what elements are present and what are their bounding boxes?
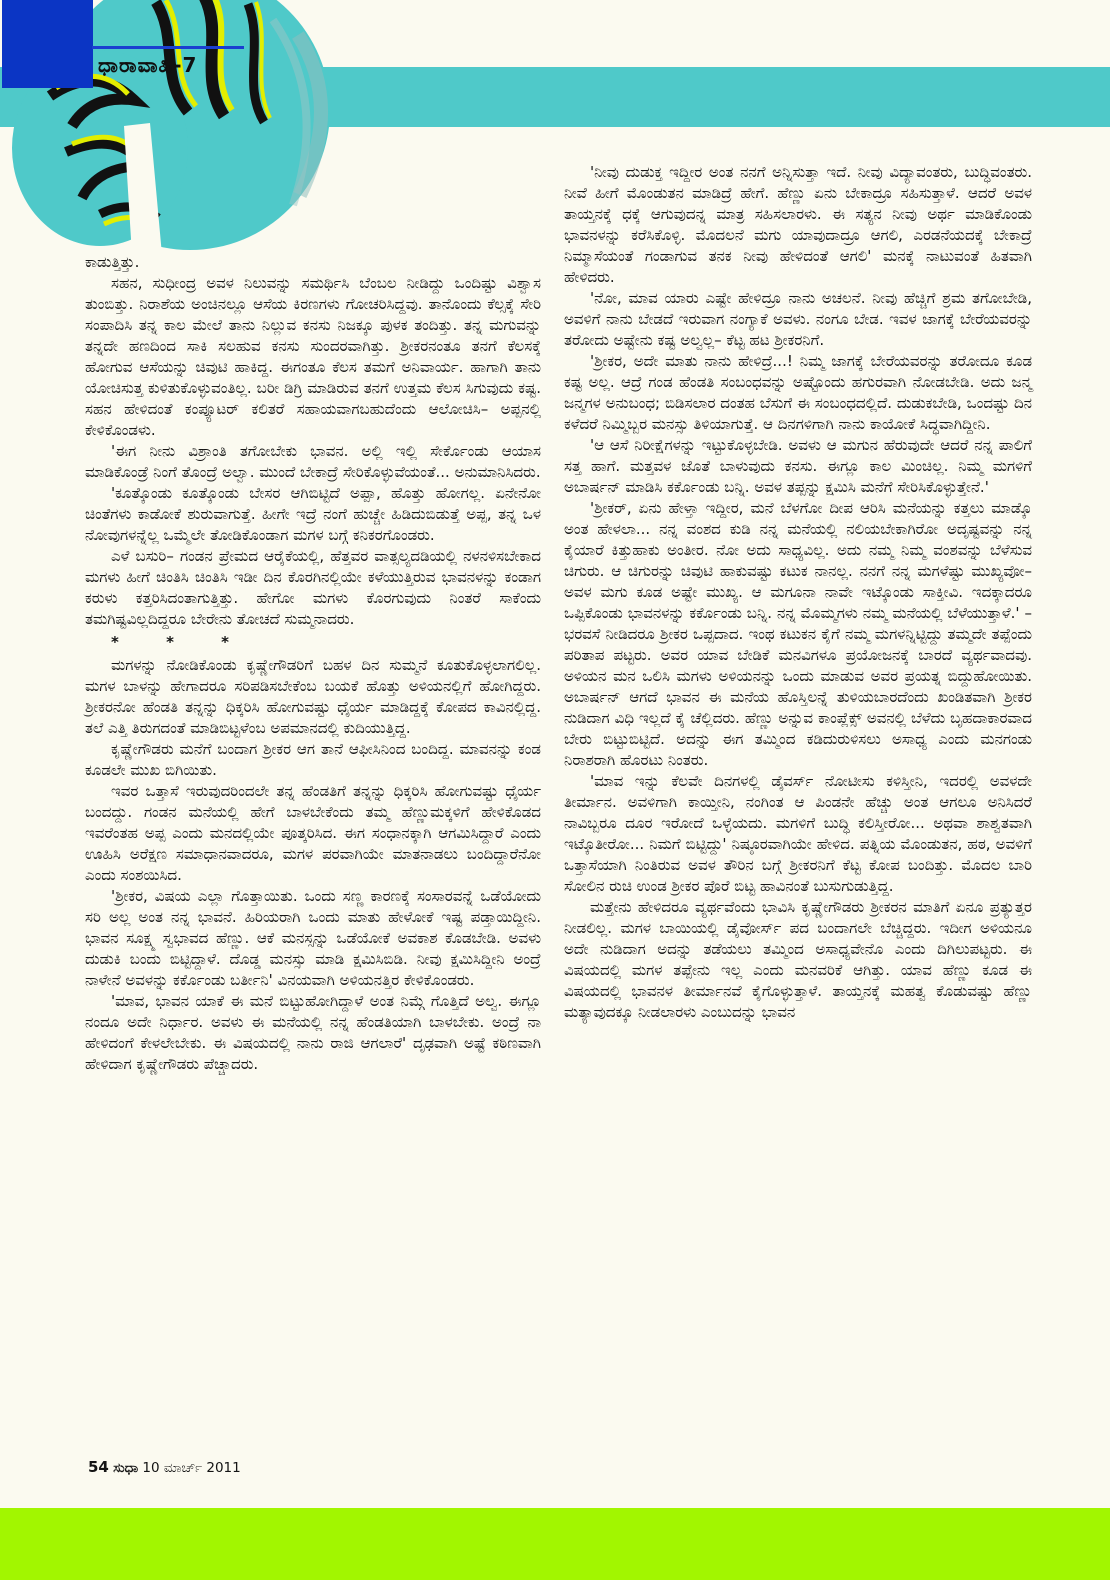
issue-date: 10 ಮಾರ್ಚ್ 2011: [142, 1460, 241, 1476]
story-paragraph: ಮತ್ತೇನು ಹೇಳಿದರೂ ವ್ಯರ್ಥವೆಂದು ಭಾವಿಸಿ ಕೃಷ್ಣೇಗೌಡರು ಶ್ರೀಕರನ ಮಾತಿಗೆ ಏನೂ ಪ್ರತ್ಯುತ್ತರ ನೀಡಲಿಲ್ಲ. ಮಗಳ ಬಾಯಿಯಲ್ಲಿ ಡೈವೋರ್ಸ್ ಪದ ಬಂದಾಗಲೇ ಬೆಚ್ಚಿದ್ದರು. ಇದೀಗ ಅಳಿಯನೂ ಅದೇ ನುಡಿದಾಗ ಅದನ್ನು ತಡೆಯಲು ತಮ್ಮಿಂದ ಅಸಾಧ್ಯವೇನೊ ಎಂದು ದಿಗಿಲುಪಟ್ಟರು. ಈ ವಿಷಯದಲ್ಲಿ ಮಗಳ ತಪ್ಪೇನು ಇಲ್ಲ ಎಂದು ಮನವರಿಕೆ ಆಗಿತ್ತು. ಯಾವ ಹೆಣ್ಣು ಕೂಡ ಈ ವಿಷಯದಲ್ಲಿ ಭಾವನಳ ತೀರ್ಮಾನವೆ ಕೈಗೊಳ್ಳುತ್ತಾಳೆ. ತಾಯ್ತನಕ್ಕೆ ಮಹತ್ವ ಕೊಡುವಷ್ಟು ಹೆಣ್ಣು ಮತ್ಯಾವುದಕ್ಕೂ ನೀಡಲಾರಳು ಎಂಬುದನ್ನು ಭಾವನ: [564, 898, 1032, 1021]
page-number: 54: [88, 1458, 109, 1476]
story-paragraph: ಸಹನ, ಸುಧೀಂದ್ರ ಅವಳ ನಿಲುವನ್ನು ಸಮರ್ಥಿಸಿ ಬೆಂಬಲ ನೀಡಿದ್ದು ಒಂದಿಷ್ಟು ವಿಶ್ವಾಸ ತುಂಬಿತ್ತು. ನಿರಾಶೆಯ ಅಂಚಿನಲ್ಲೂ ಆಸೆಯ ಕಿರಣಗಳು ಗೋಚರಿಸಿದ್ದವು. ತಾನೊಂದು ಕೆಲ್ಸಕ್ಕೆ ಸೇರಿ ಸಂಪಾದಿಸಿ ತನ್ನ ಕಾಲ ಮೇಲೆ ತಾನು ನಿಲ್ಲುವ ಕನಸು ನಿಜಕ್ಕೂ ಪುಳಕ ತಂದಿತ್ತು. ತನ್ನ ಮಗುವನ್ನು ತನ್ನದೇ ಹಣದಿಂದ ಸಾಕಿ ಸಲಹುವ ಕನಸು ಸುಂದರವಾಗಿತ್ತು. ಶ್ರೀಕರನಂತೂ ತನಗೆ ಕೆಲಸಕ್ಕೆ ಹೋಗುವ ಆಸೆಯನ್ನು ಚಿವುಟಿ ಹಾಕಿದ್ದ. ಈಗಂತೂ ಕೆಲಸ ತಮಗೆ ಅನಿವಾರ್ಯ. ಹಾಗಾಗಿ ತಾನು ಯೋಚಿಸುತ್ತ ಕುಳಿತುಕೊಳ್ಳುವಂತಿಲ್ಲ. ಬರೀ ಡಿಗ್ರಿ ಮಾಡಿರುವ ತನಗೆ ಉತ್ತಮ ಕೆಲಸ ಸಿಗುವುದು ಕಷ್ಟ. ಸಹನ ಹೇಳಿದಂತೆ ಕಂಪ್ಯೂಟರ್ ಕಲಿತರೆ ಸಹಾಯವಾಗಬಹುದೆಂದು ಆಲೋಚಿಸಿ– ಅಪ್ಪನಲ್ಲಿ ಕೇಳಿಕೊಂಡಳು.: [85, 274, 541, 439]
story-paragraph: 'ಆ ಆಸೆ ನಿರೀಕ್ಷೆಗಳನ್ನು ಇಟ್ಟುಕೊಳ್ಳಬೇಡಿ. ಅವಳು ಆ ಮಗುನ ಹೆರುವುದೇ ಆದರೆ ನನ್ನ ಪಾಲಿಗೆ ಸತ್ತ ಹಾಗೆ. ಮತ್ತವಳ ಜೊತೆ ಬಾಳುವುದು ಕನಸು. ಈಗ್ಲೂ ಕಾಲ ಮಿಂಚಿಲ್ಲ. ನಿಮ್ಮ ಮಗಳಿಗೆ ಅಬಾರ್ಷನ್ ಮಾಡಿಸಿ ಕರ್ಕೊಂಡು ಬನ್ನಿ. ಅವಳ ತಪ್ಪನ್ನು ಕ್ಷಮಿಸಿ ಮನೆಗೆ ಸೇರಿಸಿಕೊಳ್ಳುತ್ತೇನೆ.': [564, 436, 1032, 496]
story-paragraph: 'ಈಗ ನೀನು ವಿಶ್ರಾಂತಿ ತಗೋಬೇಕು ಭಾವನ. ಅಲ್ಲಿ ಇಲ್ಲಿ ಸೇರ್ಕೊಂಡು ಆಯಾಸ ಮಾಡಿಕೊಂಡ್ರೆ ನಿಂಗೆ ತೊಂದ್ರೆ ಅಲ್ವಾ. ಮುಂದೆ ಬೇಕಾದ್ರೆ ಸೇರಿಕೊಳ್ಳುವೆಯಂತೆ... ಅನುಮಾನಿಸಿದರು.: [85, 442, 541, 481]
magazine-name: ಸುಧಾ: [113, 1460, 139, 1476]
section-separator: * * *: [111, 633, 231, 651]
right-column: [564, 162, 1032, 1023]
page-footer: [88, 1458, 241, 1476]
story-paragraph: 'ನೋ, ಮಾವ ಯಾರು ಎಷ್ಟೇ ಹೇಳಿದ್ರೂ ನಾನು ಅಚಲನೆ. ನೀವು ಹೆಚ್ಚಿಗೆ ಶ್ರಮ ತಗೋಬೇಡಿ, ಅವಳಿಗೆ ನಾನು ಬೇಡದೆ ಇರುವಾಗ ನಂಗ್ಯಾಕೆ ಅವಳು. ನಂಗೂ ಬೇಡ. ಇವಳ ಜಾಗಕ್ಕೆ ಬೇರೆಯವರನ್ನು ತರೋದು ಅಷ್ಟೇನು ಕಷ್ಟ ಅಲ್ವಲ್ಲ– ಕೆಟ್ಟ ಹಟ ಶ್ರೀಕರನಿಗೆ.: [564, 289, 1032, 349]
story-paragraph: 'ಮಾವ ಇನ್ನು ಕೆಲವೇ ದಿನಗಳಲ್ಲಿ ಡೈವರ್ಸ್ ನೋಟೀಸು ಕಳಿಸ್ತೀನಿ, ಇದರಲ್ಲಿ ಅವಳದೇ ತೀರ್ಮಾನ. ಅವಳಿಗಾಗಿ ಕಾಯ್ತೀನಿ, ನಂಗಿಂತ ಆ ಪಿಂಡನೇ ಹೆಚ್ಚು ಅಂತ ಆಗಲೂ ಅನಿಸಿದರೆ ನಾವಿಬ್ಬರೂ ದೂರ ಇರೋದೆ ಒಳ್ಳೆಯದು. ಮಗಳಿಗೆ ಬುದ್ಧಿ ಕಲಿಸ್ತೀರೋ... ಅಥವಾ ಶಾಶ್ವತವಾಗಿ ಇಟ್ಕೊತೀರೋ... ನಿಮಗೆ ಬಿಟ್ಟಿದ್ದು' ನಿಷ್ಠೂರವಾಗಿಯೇ ಹೇಳಿದ. ಪತ್ನಿಯ ಮೊಂಡುತನ, ಹಠ, ಅವಳಿಗೆ ಒತ್ತಾಸೆಯಾಗಿ ನಿಂತಿರುವ ಅವಳ ತೌರಿನ ಬಗ್ಗೆ ಶ್ರೀಕರನಿಗೆ ಕೆಟ್ಟ ಕೋಪ ಬಂದಿತ್ತು. ಮೊದಲ ಬಾರಿ ಸೋಲಿನ ರುಚಿ ಉಂಡ ಶ್ರೀಕರ ಪೊರೆ ಬಿಟ್ಟ ಹಾವಿನಂತೆ ಬುಸುಗುಡುತ್ತಿದ್ದ.: [564, 772, 1032, 895]
story-paragraph: 'ಕೂತ್ಕೊಂಡು ಕೂತ್ಕೊಂಡು ಬೇಸರ ಆಗಿಬಿಟ್ಟಿದೆ ಅಪ್ಪಾ, ಹೊತ್ತು ಹೋಗಲ್ಲ. ಏನೇನೋ ಚಿಂತೆಗಳು ಕಾಡೋಕೆ ಶುರುವಾಗುತ್ತೆ. ಹೀಗೇ ಇದ್ರೆ ನಂಗೆ ಹುಚ್ಚೇ ಹಿಡಿದುಬಿಡುತ್ತೆ ಅಪ್ಪ, ತನ್ನ ಒಳ ನೋವುಗಳನ್ನೆಲ್ಲ ಒಮ್ಮೆಲೇ ತೋಡಿಕೊಂಡಾಗ ಮಗಳ ಬಗ್ಗೆ ಕನಿಕರಗೊಂಡರು.: [85, 484, 541, 544]
story-paragraph: ಮಗಳನ್ನು ನೋಡಿಕೊಂಡು ಕೃಷ್ಣೇಗೌಡರಿಗೆ ಬಹಳ ದಿನ ಸುಮ್ಮನೆ ಕೂತುಕೊಳ್ಳಲಾಗಲಿಲ್ಲ. ಮಗಳ ಬಾಳನ್ನು ಹೇಗಾದರೂ ಸರಿಪಡಿಸಬೇಕೆಂಬ ಬಯಕೆ ಹೊತ್ತು ಅಳಿಯನಲ್ಲಿಗೆ ಹೋಗಿದ್ದರು. ಶ್ರೀಕರನೋ ಹೆಂಡತಿ ತನ್ನನ್ನು ಧಿಕ್ಕರಿಸಿ ಹೋಗುವಷ್ಟು ಧೈರ್ಯ ಮಾಡಿದ್ದಕ್ಕೆ ಕೋಪದ ಕಾವಿನಲ್ಲಿದ್ದ. ತಲೆ ಎತ್ತಿ ತಿರುಗದಂತೆ ಮಾಡಿಬಿಟ್ಟಳೆಂಬ ಅಪಮಾನದಲ್ಲಿ ಕುದಿಯುತ್ತಿದ್ದ.: [85, 656, 541, 737]
header-rule-line: [92, 46, 244, 49]
story-paragraph: 'ಶ್ರೀಕರ್, ಏನು ಹೇಳ್ತಾ ಇದ್ದೀರ, ಮನೆ ಬೆಳಗೋ ದೀಪ ಆರಿಸಿ ಮನೆಯನ್ನು ಕತ್ತಲು ಮಾಡ್ಕೊ ಅಂತ ಹೇಳಲಾ... ನನ್ನ ವಂಶದ ಕುಡಿ ನನ್ನ ಮನೆಯಲ್ಲಿ ನಲಿಯಬೇಕಾಗಿರೋ ಅದೃಷ್ಟವನ್ನು ನನ್ನ ಕೈಯಾರೆ ಕಿತ್ತುಹಾಕು ಅಂತೀರ. ನೋ ಅದು ಸಾಧ್ಯವಿಲ್ಲ. ಅದು ನಮ್ಮ ನಿಮ್ಮ ವಂಶವನ್ನು ಬೆಳೆಸುವ ಚಿಗುರು. ಆ ಚಿಗುರನ್ನು ಚಿವುಟಿ ಹಾಕುವಷ್ಟು ಕಟುಕ ನಾನಲ್ಲ. ನನಗೆ ನನ್ನ ಮಗಳೆಷ್ಟು ಮುಖ್ಯವೋ– ಅವಳ ಮಗು ಕೂಡ ಅಷ್ಟೇ ಮುಖ್ಯ. ಆ ಮಗೂನಾ ನಾವೇ ಇಟ್ಕೊಂಡು ಸಾಕ್ತೀವಿ. ಇದಕ್ಕಾದರೂ ಒಪ್ಪಿಕೊಂಡು ಭಾವನಳನ್ನು ಕರ್ಕೊಂಡು ಬನ್ನಿ. ನನ್ನ ಮೊಮ್ಮಗಳು ನಮ್ಮ ಮನೆಯಲ್ಲಿ ಬೆಳೆಯುತ್ತಾಳೆ.' –ಭರವಸೆ ನೀಡಿದರೂ ಶ್ರೀಕರ ಒಪ್ಪದಾದ. ಇಂಥ ಕಟುಕನ ಕೈಗೆ ನಮ್ಮ ಮಗಳನ್ನಿಟ್ಟಿದ್ದು ತಮ್ಮದೇ ತಪ್ಪೆಂದು ಪರಿತಾಪ ಪಟ್ಟರು. ಅವರ ಯಾವ ಬೇಡಿಕೆ ಮನವಿಗಳೂ ಪ್ರಯೋಜನಕ್ಕೆ ಬಾರದೆ ವ್ಯರ್ಥವಾದವು. ಅಳಿಯನ ಮನ ಒಲಿಸಿ ಮಗಳು ಅಳಿಯನನ್ನು ಒಂದು ಮಾಡುವ ಅವರ ಪ್ರಯತ್ನ ಬಿದ್ದುಹೋಯಿತು. ಅಬಾರ್ಷನ್ ಆಗದೆ ಭಾವನ ಈ ಮನೆಯ ಹೊಸ್ತಿಲನ್ನೆ ತುಳಿಯಬಾರದೆಂದು ಖಂಡಿತವಾಗಿ ಶ್ರೀಕರ ನುಡಿದಾಗ ವಿಧಿ ಇಲ್ಲದೆ ಕೈ ಚೆಲ್ಲಿದರು. ಹೆಣ್ಣು ಅನ್ನುವ ಕಾಂಪ್ಲೆಕ್ಸ್ ಅವನಲ್ಲಿ ಬೆಳೆದು ಬೃಹದಾಕಾರವಾದ ಬೇರು ಬಿಟ್ಟುಬಿಟ್ಟಿದೆ. ಅದನ್ನು ಈಗ ತಮ್ಮಿಂದ ಕಡಿದುರುಳಿಸಲು ಅಸಾಧ್ಯ ಎಂದು ಮನಗಂಡು ನಿರಾಶರಾಗಿ ಹೊರಟು ನಿಂತರು.: [564, 499, 1032, 769]
story-paragraph: 'ನೀವು ದುಡುಕ್ತ ಇದ್ದೀರ ಅಂತ ನನಗೆ ಅನ್ನಿಸುತ್ತಾ ಇದೆ. ನೀವು ವಿದ್ಯಾವಂತರು, ಬುದ್ಧಿವಂತರು. ನೀವೆ ಹೀಗೆ ಮೊಂಡುತನ ಮಾಡಿದ್ರೆ ಹೇಗೆ. ಹೆಣ್ಣು ಏನು ಬೇಕಾದ್ರೂ ಸಹಿಸುತ್ತಾಳೆ. ಆದರೆ ಅವಳ ತಾಯ್ತನಕ್ಕೆ ಧಕ್ಕೆ ಆಗುವುದನ್ನ ಮಾತ್ರ ಸಹಿಸಲಾರಳು. ಈ ಸತ್ಯನ ನೀವು ಅರ್ಥ ಮಾಡಿಕೊಂಡು ಭಾವನಳನ್ನು ಕರೆಸಿಕೊಳ್ಳಿ. ಮೊದಲನೆ ಮಗು ಯಾವುದಾದ್ರೂ ಆಗಲಿ, ಎರಡನೆಯದಕ್ಕೆ ಬೇಕಾದ್ರೆ ನಿಮ್ಮಾಸೆಯಂತೆ ಗಂಡಾಗುವ ತನಕ ನೀವು ಹೇಳಿದಂತೆ ಆಗಲಿ' ಮನಕ್ಕೆ ನಾಟುವಂತೆ ಹಿತವಾಗಿ ಹೇಳಿದರು.: [564, 163, 1032, 286]
story-paragraph: 'ಮಾವ, ಭಾವನ ಯಾಕೆ ಈ ಮನೆ ಬಿಟ್ಟುಹೋಗಿದ್ದಾಳೆ ಅಂತ ನಿಮ್ಗೆ ಗೊತ್ತಿದೆ ಅಲ್ವ. ಈಗ್ಲೂ ನಂದೂ ಅದೇ ನಿರ್ಧಾರ. ಅವಳು ಈ ಮನೆಯಲ್ಲಿ ನನ್ನ ಹೆಂಡತಿಯಾಗಿ ಬಾಳಬೇಕು. ಅಂದ್ರೆ ನಾ ಹೇಳಿದಂಗೆ ಕೇಳಲೇಬೇಕು. ಈ ವಿಷಯದಲ್ಲಿ ನಾನು ರಾಜಿ ಆಗಲಾರೆ' ದೃಢವಾಗಿ ಅಷ್ಟೆ ಕಠಿಣವಾಗಿ ಹೇಳಿದಾಗ ಕೃಷ್ಣೇಗೌಡರು ಪೆಚ್ಚಾದರು.: [85, 992, 541, 1073]
story-paragraph: ಎಳೆ ಬಸುರಿ– ಗಂಡನ ಪ್ರೇಮದ ಆರೈಕೆಯಲ್ಲಿ, ಹೆತ್ತವರ ವಾತ್ಸಲ್ಯದಡಿಯಲ್ಲಿ ನಳನಳಿಸಬೇಕಾದ ಮಗಳು ಹೀಗೆ ಚಿಂತಿಸಿ ಚಿಂತಿಸಿ ಇಡೀ ದಿನ ಕೊರಗಿನಲ್ಲಿಯೇ ಕಳೆಯುತ್ತಿರುವ ಭಾವನಳನ್ನು ಕಂಡಾಗ ಕರುಳು ಕತ್ತರಿಸಿದಂತಾಗುತ್ತಿತ್ತು. ಹೇಗೋ ಮಗಳು ಕೊರಗುವುದು ನಿಂತರೆ ಸಾಕೆಂದು ತಮಗಿಷ್ಟವಿಲ್ಲದಿದ್ದರೂ ಬೇರೇನು ತೋಚದೆ ಸುಮ್ಮನಾದರು.: [85, 547, 541, 628]
story-paragraph: ಕಾಡುತ್ತಿತ್ತು.: [85, 253, 140, 271]
left-column: [85, 252, 541, 1075]
story-paragraph: 'ಶ್ರೀಕರ, ಅದೇ ಮಾತು ನಾನು ಹೇಳಿದ್ರೆ...! ನಿಮ್ಮ ಜಾಗಕ್ಕೆ ಬೇರೆಯವರನ್ನು ತರೋದೂ ಕೂಡ ಕಷ್ಟ ಅಲ್ಲ. ಆದ್ರೆ ಗಂಡ ಹೆಂಡತಿ ಸಂಬಂಧವನ್ನು ಅಷ್ಟೊಂದು ಹಗುರವಾಗಿ ನೋಡಬೇಡಿ. ಅದು ಜನ್ಮ ಜನ್ಮಗಳ ಅನುಬಂಧ; ಬಿಡಿಸಲಾರ ದಂತಹ ಬೆಸುಗೆ ಈ ಸಂಬಂಧದಲ್ಲಿದೆ. ದುಡುಕಬೇಡಿ, ಒಂದಷ್ಟು ದಿನ ಕಳೆದರೆ ನಿಮ್ಮಿಬ್ಬರ ಮನಸ್ಸು ತಿಳಿಯಾಗುತ್ತೆ. ಆ ದಿನಗಳಿಗಾಗಿ ನಾನು ಕಾಯೋಕೆ ಸಿದ್ಧವಾಗಿದ್ದೀನಿ.: [564, 352, 1032, 433]
blue-corner-block: [2, 0, 93, 88]
serial-part-label: ಧಾರಾವಾಹಿ-7: [98, 53, 198, 77]
story-paragraph: 'ಶ್ರೀಕರ, ವಿಷಯ ಎಲ್ಲಾ ಗೊತ್ತಾಯಿತು. ಒಂದು ಸಣ್ಣ ಕಾರಣಕ್ಕೆ ಸಂಸಾರವನ್ನೆ ಒಡೆಯೋದು ಸರಿ ಅಲ್ಲ ಅಂತ ನನ್ನ ಭಾವನೆ. ಹಿರಿಯರಾಗಿ ಒಂದು ಮಾತು ಹೇಳೋಕೆ ಇಷ್ಟ ಪಡ್ತಾಯಿದ್ದೀನಿ. ಭಾವನ ಸೂಕ್ಷ್ಮ ಸ್ವಭಾವದ ಹೆಣ್ಣು. ಆಕೆ ಮನಸ್ಸನ್ನು ಒಡೆಯೋಕೆ ಅವಕಾಶ ಕೊಡಬೇಡಿ. ಅವಳು ದುಡುಕಿ ಬಂದು ಬಿಟ್ಟಿದ್ದಾಳೆ. ದೊಡ್ಡ ಮನಸ್ಸು ಮಾಡಿ ಕ್ಷಮಿಸಿಬಿಡಿ. ನೀವು ಕ್ಷಮಿಸಿದ್ದೀನಿ ಅಂದ್ರೆ ನಾಳೇನೆ ಅವಳನ್ನು ಕರ್ಕೊಂಡು ಬರ್ತೀನಿ' ವಿನಯವಾಗಿ ಅಳಿಯನತ್ತಿರ ಕೇಳಿಕೊಂಡರು.: [85, 887, 541, 989]
green-footer-band: [0, 1508, 1110, 1580]
story-paragraph: ಇವರ ಒತ್ತಾಸೆ ಇರುವುದರಿಂದಲೇ ತನ್ನ ಹೆಂಡತಿಗೆ ತನ್ನನ್ನು ಧಿಕ್ಕರಿಸಿ ಹೋಗುವಷ್ಟು ಧೈರ್ಯ ಬಂದದ್ದು. ಗಂಡನ ಮನೆಯಲ್ಲಿ ಹೇಗೆ ಬಾಳಬೇಕೆಂದು ತಮ್ಮ ಹೆಣ್ಣುಮಕ್ಕಳಿಗೆ ಹೇಳಿಕೊಡದ ಇವರೆಂತಹ ಅಪ್ಪ ಎಂದು ಮನದಲ್ಲಿಯೇ ಪೂತ್ಕರಿಸಿದ. ಈಗ ಸಂಧಾನಕ್ಕಾಗಿ ಆಗಮಿಸಿದ್ದಾರೆ ಎಂದು ಊಹಿಸಿ ಅರೆಕ್ಷಣ ಸಮಾಧಾನವಾದರೂ, ಮಗಳ ಪರವಾಗಿಯೇ ಮಾತನಾಡಲು ಬಂದಿದ್ದಾರೆನೋ ಎಂದು ಸಂಶಯಿಸಿದ.: [85, 782, 541, 884]
story-paragraph: ಕೃಷ್ಣೇಗೌಡರು ಮನೆಗೆ ಬಂದಾಗ ಶ್ರೀಕರ ಆಗ ತಾನೆ ಆಫೀಸಿನಿಂದ ಬಂದಿದ್ದ. ಮಾವನನ್ನು ಕಂಡ ಕೂಡಲೇ ಮುಖ ಬಿಗಿಯಿತು.: [85, 740, 541, 779]
